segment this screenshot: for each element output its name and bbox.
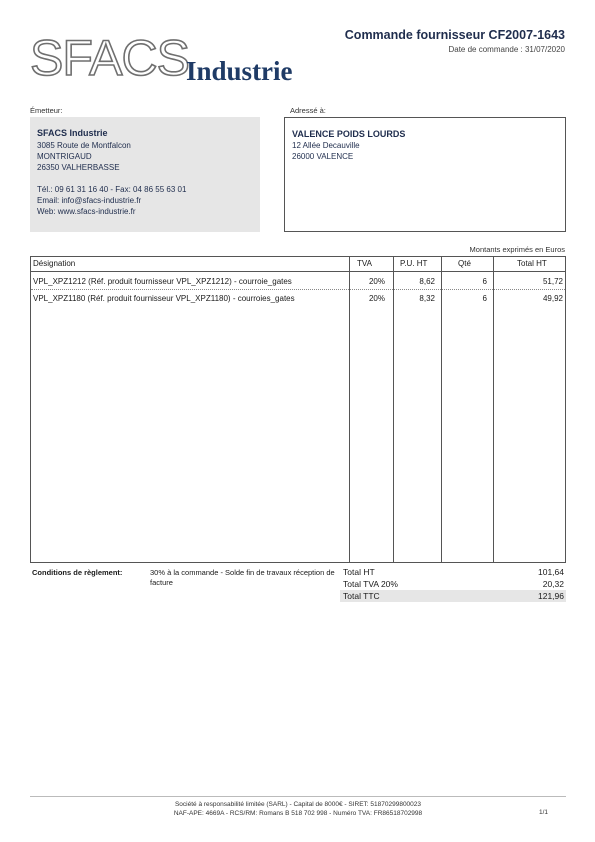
header-unit-price: P.U. HT <box>400 259 428 268</box>
legal-footer <box>30 800 566 818</box>
header-designation: Désignation <box>33 259 76 268</box>
sender-email: Email: info@sfacs-industrie.fr <box>37 195 142 205</box>
recipient-name: VALENCE POIDS LOURDS <box>292 129 406 139</box>
row-1-quantity: 6 <box>482 277 487 286</box>
sender-phone: Tél.: 09 61 31 16 40 - Fax: 04 86 55 63 01 <box>37 185 187 194</box>
total-ht-row <box>340 566 566 578</box>
page-number: 1/1 <box>538 809 548 816</box>
sender-web: Web: www.sfacs-industrie.fr <box>37 206 136 216</box>
recipient-label: Adressé à: <box>290 106 326 115</box>
total-ht-label: Total HT <box>343 567 375 577</box>
recipient-address-line: 12 Allée Decauville <box>292 141 360 150</box>
sender-address-line: 26350 VALHERBASSE <box>37 162 120 172</box>
sender-contact <box>37 185 186 217</box>
payment-terms-text: 30% à la commande - Solde fin de travaux réception de facture <box>150 568 335 587</box>
total-ht-value: 101,64 <box>538 567 564 577</box>
currency-note: Montants exprimés en Euros <box>469 245 565 254</box>
row-2-unit-price: 8,32 <box>419 294 435 303</box>
row-1-unit-price: 8,62 <box>419 277 435 286</box>
company-logo <box>30 32 320 88</box>
footer-line-1: Société à responsabilité limitée (SARL) - Capital de 8000€ - SIRET: 51870299800023 <box>174 801 422 808</box>
row-2-total: 49,92 <box>542 294 563 303</box>
total-tva-label: Total TVA 20% <box>343 579 398 589</box>
sender-box <box>30 117 260 232</box>
total-tva-row <box>340 578 566 590</box>
row-1-total: 51,72 <box>542 277 563 286</box>
row-1-tva: 20% <box>368 277 385 286</box>
recipient-address <box>292 141 360 163</box>
recipient-box <box>284 117 566 232</box>
payment-terms-label: Conditions de règlement: <box>32 568 123 577</box>
footer-divider <box>30 796 566 797</box>
logo-subtitle: Industrie <box>186 56 293 86</box>
sender-address-line: 3085 Route de Montfalcon <box>37 141 131 150</box>
header-total-ht: Total HT <box>517 259 547 268</box>
sender-address-line: MONTRIGAUD <box>37 151 92 161</box>
recipient-address-line: 26000 VALENCE <box>292 151 354 161</box>
header-tva: TVA <box>357 259 372 268</box>
sender-label: Émetteur: <box>30 106 63 115</box>
logo-mark: SFACS <box>30 30 189 86</box>
order-date: Date de commande : 31/07/2020 <box>448 45 565 54</box>
document-title: Commande fournisseur CF2007-1643 <box>344 28 565 42</box>
total-ttc-label: Total TTC <box>343 591 380 601</box>
order-lines-table <box>30 256 566 563</box>
total-tva-value: 20,32 <box>542 579 564 589</box>
sender-name: SFACS Industrie <box>37 128 108 138</box>
total-ttc-row <box>340 590 566 602</box>
row-2-tva: 20% <box>368 294 385 303</box>
row-2-designation: VPL_XPZ1180 (Réf. produit fournisseur VPL_XPZ1180) - courroies_gates <box>33 294 295 303</box>
sender-address <box>37 141 131 173</box>
footer-line-2: NAF-APE: 4669A - RCS/RM: Romans B 518 702 998 - Numéro TVA: FR86518702998 <box>173 810 423 817</box>
header-quantity: Qté <box>458 259 471 268</box>
row-2-quantity: 6 <box>482 294 487 303</box>
total-ttc-value: 121,96 <box>538 591 564 601</box>
row-1-designation: VPL_XPZ1212 (Réf. produit fournisseur VPL_XPZ1212) - courroie_gates <box>33 277 292 286</box>
